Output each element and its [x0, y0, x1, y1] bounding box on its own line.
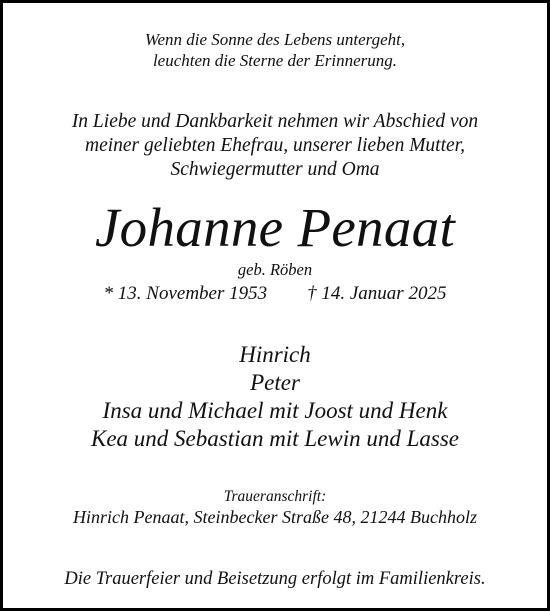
mourner-line: Kea und Sebastian mit Lewin und Lasse: [90, 426, 459, 451]
intro-line: Schwiegermutter und Oma: [170, 159, 380, 180]
address-label: Traueranschrift:: [223, 488, 327, 505]
mourner-line: Insa und Michael mit Joost und Henk: [102, 398, 448, 423]
address-value: Hinrich Penaat, Steinbecker Straße 48, 21244 Buchholz: [73, 507, 477, 527]
life-dates: [3, 282, 547, 306]
motto-line: leuchten die Sterne der Erinnerung.: [152, 51, 398, 70]
maiden-name: geb. Röben: [237, 260, 313, 279]
motto-quote: [3, 29, 547, 71]
intro-line: In Liebe und Dankbarkeit nehmen wir Abschied von: [71, 111, 479, 132]
motto-line: Wenn die Sonne des Lebens untergeht,: [144, 30, 406, 49]
mourner-line: Hinrich: [239, 342, 311, 367]
mourners-list: [3, 341, 547, 453]
intro-text: [3, 110, 547, 182]
intro-line: meiner geliebten Ehefrau, unserer lieben Mutter,: [85, 135, 465, 156]
funeral-note: Die Trauerfeier und Beisetzung erfolgt im Familienkreis.: [64, 569, 486, 589]
birth-date: * 13. November 1953: [103, 283, 268, 304]
death-date: † 14. Januar 2025: [307, 283, 447, 304]
deceased-name: Johanne Penaat: [94, 197, 456, 258]
mourner-line: Peter: [250, 370, 300, 395]
